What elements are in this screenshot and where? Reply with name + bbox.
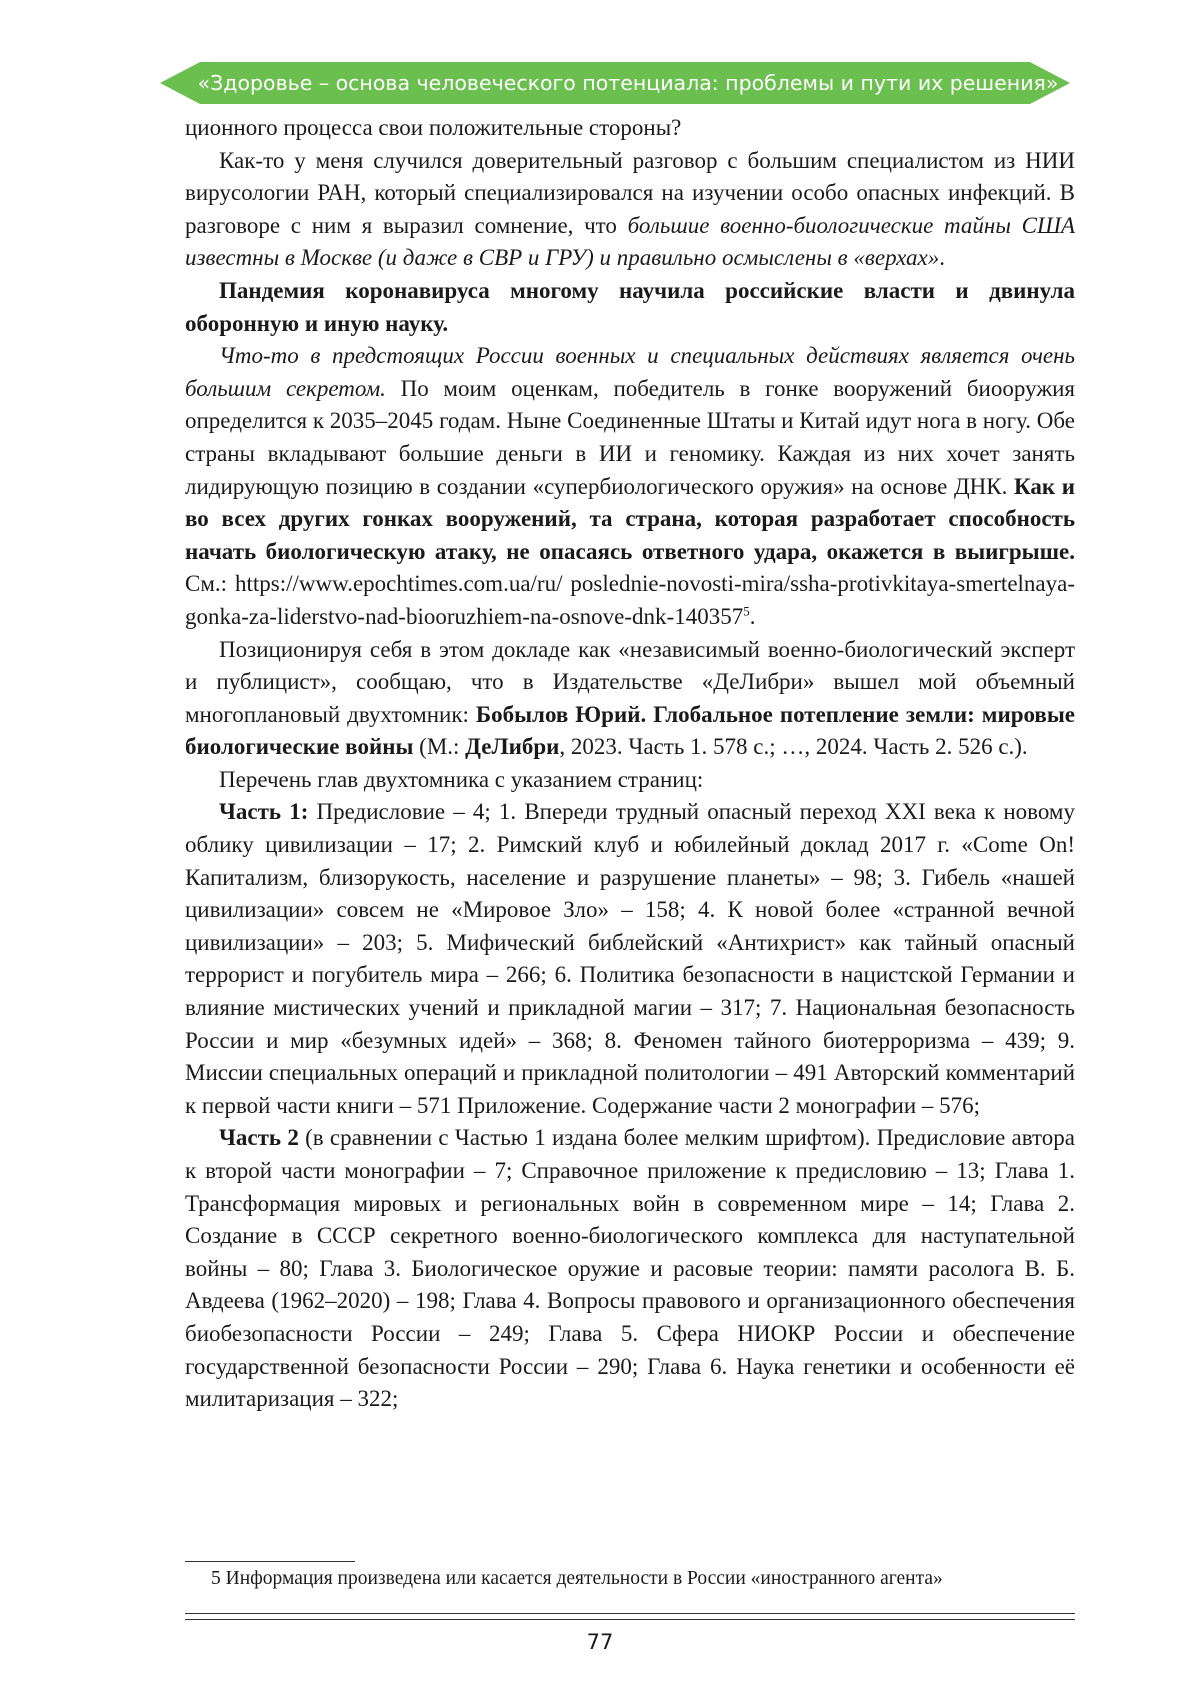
- publisher-bold: ДеЛибри: [465, 734, 560, 760]
- part-1-contents: Предисловие – 4; 1. Впереди трудный опасный переход XXI века к новому облику цивилизации – 17; 2. Римский клуб и юбилейный доклад 2017 г. «Come On! Капитализм, близорукость, население и разрушение планеты» – 98; 3. Гибель «нашей цивилизации» совсем не «Мировое Зло» – 158; 4. К новой более «странной вечной цивилизации» – 203; 5. Мифический библейский «Антихрист» как тайный опасный террорист и погубитель мира – 266; 6. Политика безопасности в нацистской Германии и влияние мистических учений и прикладной магии – 317; 7. Национальная безопасность России и мир «безумных идей» – 368; 8. Феномен тайного биотерроризма – 439; 9. Миссии специальных операций и прикладной политологии – 491 Авторский комментарий к первой части книги – 571 Приложение. Содержание части 2 монографии – 576;: [185, 799, 1075, 1118]
- paragraph-2: [185, 145, 1075, 275]
- paragraph-2-end: .: [939, 245, 945, 271]
- footer-rule-bottom: [185, 1619, 1075, 1620]
- paragraph-4-text: По моим оценкам, победитель в гонке вооружений биооружия определится к 2035–2045 годам. Ныне Соединенные Штаты и Китай идут нога в ногу. Обе страны вкладывают большие деньги в ИИ и геномику. Каждая из них хочет занять лидирующую позицию в создании «супербиологического оружия» на основе ДНК.: [185, 375, 1075, 499]
- paragraph-2-text: Как-то у меня случился доверительный разговор с большим специалистом из НИИ вирусологии РАН, который специализировался на изучении особо опасных инфекций. В разговоре с ним я выразил сомнение, что: [185, 147, 1075, 238]
- header-title: «Здоровье – основа человеческого потенциала: проблемы и пути их решения»: [197, 71, 1059, 95]
- footer-rule-top: [185, 1613, 1075, 1614]
- paragraph-4-link: См.: https://www.epochtimes.com.ua/ru/ poslednie-novosti-mira/ssha-protivkitaya-smertelnaya-gonka-za-liderstvo-nad-biooruzhiem-na-osnove-dnk-140357: [185, 571, 1075, 629]
- paragraph-8: [185, 1122, 1075, 1415]
- part-1-label: Часть 1:: [219, 799, 309, 825]
- paragraph-7: [185, 796, 1075, 1122]
- paragraph-4-end: .: [749, 603, 756, 629]
- paragraph-1-text: ционного процесса свои положительные стороны?: [185, 115, 682, 140]
- paragraph-5-text: Позиционируя себя в этом докладе как «независимый военно-биологический эксперт и публицист», сообщаю, что в Издательстве «ДеЛибри» вышел мой объемный многоплановый двухтомник:: [185, 636, 1075, 727]
- footnote-ref: 5: [743, 603, 750, 619]
- paragraph-6-text: Перечень глав двухтомника с указанием страниц:: [219, 766, 704, 792]
- paragraph-4: [185, 340, 1075, 633]
- paragraph-4-bold: Как и во всех других гонках вооружений, та страна, которая разработает способность начать биологическую атаку, не опасаясь ответного удара, окажется в выигрыше.: [185, 473, 1075, 564]
- footnote: 5 Информация произведена или касается деятельности в России «иностранного агента»: [211, 1568, 943, 1589]
- footnote-divider: [185, 1561, 355, 1562]
- paragraph-3-text: Пандемия коронавируса многому научила российские власти и двинула оборонную и иную науку.: [185, 277, 1075, 336]
- book-title-bold: Бобылов Юрий. Глобальное потепление земли: мировые биологические войны: [185, 701, 1076, 760]
- body-text: [185, 112, 1075, 1416]
- running-header: [0, 62, 1200, 104]
- paragraph-3-bold: [185, 275, 1075, 340]
- paragraph-5-mid: (М.:: [413, 734, 466, 760]
- part-2-label: Часть 2: [219, 1125, 299, 1151]
- paragraph-6: [185, 764, 1075, 797]
- paragraph-5: [185, 634, 1075, 764]
- paragraph-2-italic: большие военно-биологические тайны США известны в Москве (и даже в СВР и ГРУ) и правильно осмыслены в «верхах»: [185, 212, 1075, 271]
- paragraph-1: [185, 112, 1075, 145]
- part-2-contents: (в сравнении с Частью 1 издана более мелким шрифтом). Предисловие автора к второй части монографии – 7; Справочное приложение к предисловию – 13; Глава 1. Трансформация мировых и региональных войн в современном мире – 14; Глава 2. Создание в СССР секретного военно-биологического комплекса для наступательной войны – 80; Глава 3. Биологическое оружие и расовые теории: памяти расолога В. Б. Авдеева (1962–2020) – 198; Глава 4. Вопросы правового и организационного обеспечения биобезопасности России – 249; Глава 5. Сфера НИОКР России и обеспечение государственной безопасности России – 290; Глава 6. Наука генетики и особенности её милитаризация – 322;: [185, 1125, 1075, 1412]
- paragraph-5-end: , 2023. Часть 1. 578 с.; …, 2024. Часть 2. 526 с.).: [559, 734, 1028, 760]
- paragraph-4-italic: Что-то в предстоящих России военных и специальных действиях является очень большим секретом.: [185, 343, 1075, 401]
- page-number: 77: [586, 1630, 614, 1654]
